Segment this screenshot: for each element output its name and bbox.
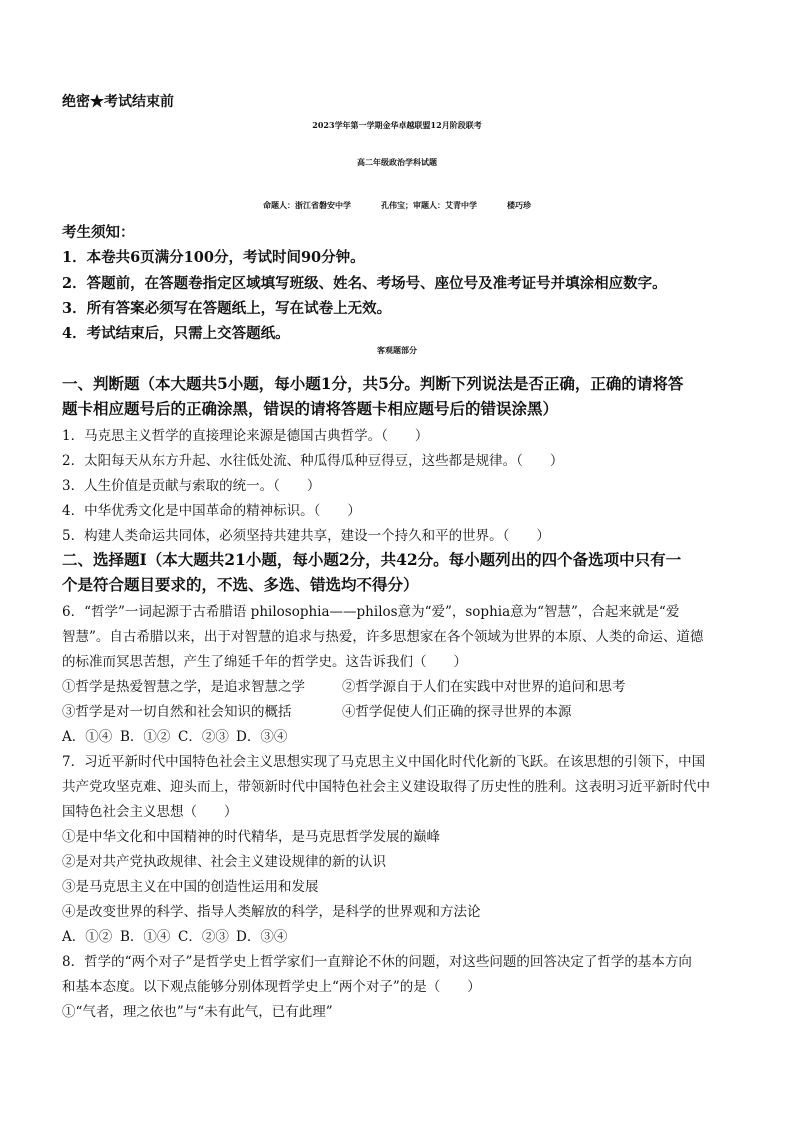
notice-title: 考生须知：	[62, 224, 135, 241]
q8-stem-line2: 和基本态度。以下观点能够分别体现哲学史上“两个对子”的是（ ）	[62, 979, 481, 995]
q6-option-2: ②哲学源自于人们在实践中对世界的追问和思考	[342, 679, 626, 695]
judge-item-4: 4．中华优秀文化是中国革命的精神标识。（ ）	[62, 503, 361, 519]
q6-option-4: ④哲学促使人们正确的探寻世界的本源	[342, 704, 572, 720]
q8-stem-line1: 8．哲学的“两个对子”是哲学史上哲学家们一直辩论不休的问题，对这些问题的回答决定了哲学的基本方向	[62, 954, 692, 970]
q6-option-1: ①哲学是热爱智慧之学，是追求智慧之学	[62, 679, 305, 695]
judge-item-5: 5．构建人类命运共同体，必须坚持共建共享，建设一个持久和平的世界。（ ）	[62, 528, 550, 544]
q6-choice-c: C．②③	[178, 729, 229, 745]
q6-stem-line3: 的标准而冥思苦想，产生了绵延千年的哲学史。这告诉我们（ ）	[62, 654, 467, 670]
q6-choice-d: D．③④	[236, 729, 288, 745]
q7-choices	[62, 925, 294, 945]
author-part-3: 楼巧珍	[507, 200, 531, 210]
part2-heading-line2: 个是符合题目要求的，不选、多选、错选均不得分）	[62, 575, 419, 594]
q6-stem-line2: 智慧”。自古希腊以来，出于对智慧的追求与热爱，许多思想家在各个领域为世界的本原、人类的命运、道德	[62, 629, 704, 645]
confidential-label: 绝密★考试结束前	[62, 94, 174, 110]
notice-item-3: 3．所有答案必须写在答题纸上，写在试卷上无效。	[62, 300, 392, 317]
q7-choice-b: B．①④	[120, 929, 171, 945]
notice-item-2: 2．答题前，在答题卷指定区域填写班级、姓名、考场号、座位号及准考证号并填涂相应数字。	[62, 275, 667, 292]
q7-option-1: ①是中华文化和中国精神的时代精华，是马克思哲学发展的巅峰	[62, 829, 440, 845]
section-title: 客观题部分	[377, 345, 417, 355]
author-part-1: 命题人：浙江省磐安中学	[263, 200, 351, 210]
exam-subtitle: 高二年级政治学科试题	[357, 157, 437, 167]
q6-choice-a: A．①④	[62, 729, 113, 745]
q7-stem-line1: 7．习近平新时代中国特色社会主义思想实现了马克思主义中国化时代化新的飞跃。在该思想的引领下，中国	[62, 754, 706, 770]
exam-title: 2023学年第一学期金华卓越联盟12月阶段联考	[312, 120, 482, 130]
q7-choice-d: D．③④	[236, 929, 288, 945]
q6-options-row1	[62, 675, 626, 695]
judge-item-3: 3．人生价值是贡献与索取的统一。（ ）	[62, 478, 321, 494]
q7-option-3: ③是马克思主义在中国的创造性运用和发展	[62, 879, 319, 895]
author-part-2: 孔伟宝；审题人：艾青中学	[381, 200, 477, 210]
q6-choices	[62, 725, 294, 745]
q6-option-3: ③哲学是对一切自然和社会知识的概括	[62, 704, 292, 720]
q6-choice-b: B．①②	[120, 729, 171, 745]
part1-heading-line2: 题卡相应题号后的正确涂黑，错误的请将答题卡相应题号后的错误涂黑）	[62, 399, 559, 418]
q8-option-1: ①“气者，理之依也”与“未有此气，已有此理”	[62, 1004, 333, 1020]
part1-heading-line1: 一、判断题（本大题共5小题，每小题1分，共5分。判断下列说法是否正确，正确的请将答	[62, 374, 684, 393]
notice-item-4: 4．考试结束后，只需上交答题纸。	[62, 325, 290, 342]
q7-choice-a: A．①②	[62, 929, 113, 945]
q7-stem-line3: 国特色社会主义思想（ ）	[62, 804, 238, 820]
q6-options-row2	[62, 700, 572, 720]
q7-option-4: ④是改变世界的科学、指导人类解放的科学，是科学的世界观和方法论	[62, 904, 481, 920]
notice-item-1: 1．本卷共6页满分100分，考试时间90分钟。	[62, 249, 365, 266]
q7-choice-c: C．②③	[178, 929, 229, 945]
judge-item-2: 2．太阳每天从东方升起、水往低处流、种瓜得瓜种豆得豆，这些都是规律。（ ）	[62, 453, 564, 469]
author-line	[0, 200, 794, 211]
judge-item-1: 1．马克思主义哲学的直接理论来源是德国古典哲学。（ ）	[62, 428, 429, 444]
part2-heading-line1: 二、选择题Ⅰ（本大题共21小题，每小题2分，共42分。每小题列出的四个备选项中只有一	[62, 550, 682, 569]
q7-option-2: ②是对共产党执政规律、社会主义建设规律的新的认识	[62, 854, 386, 870]
q7-stem-line2: 共产党攻坚克难、迎头而上，带领新时代中国特色社会主义建设取得了历史性的胜利。这表明习近平新时代中	[62, 779, 710, 795]
q6-stem-line1: 6．“哲学”一词起源于古希腊语 philosophia——philos意为“爱”，sophia意为“智慧”，合起来就是“爱	[62, 604, 680, 620]
